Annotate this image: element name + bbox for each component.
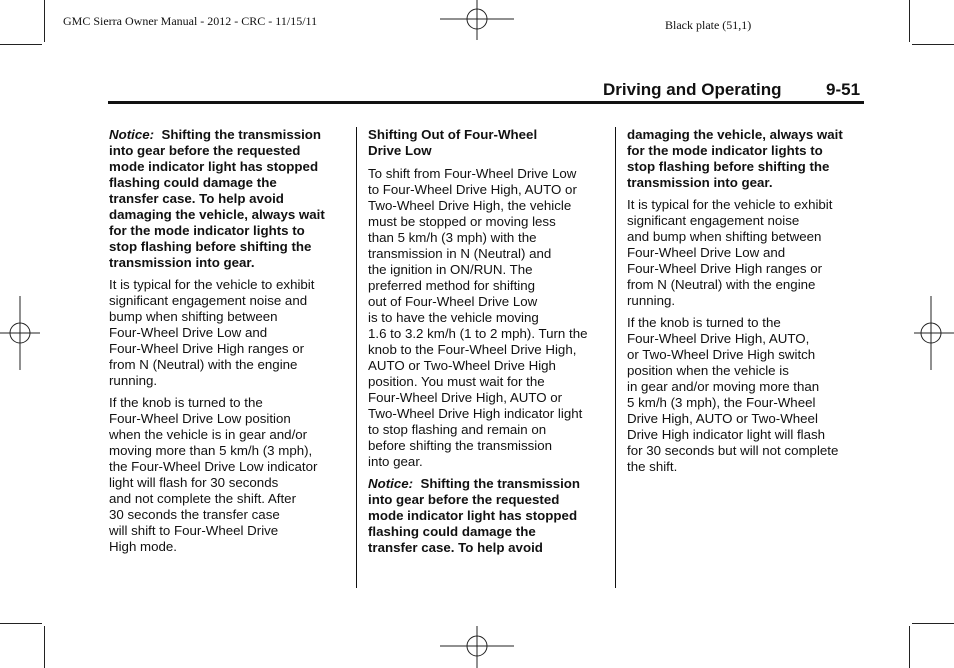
registration-mark-left — [0, 296, 44, 370]
column-divider-1 — [356, 127, 357, 588]
crop-mark-top-right-vertical — [909, 0, 910, 42]
column-divider-2 — [615, 127, 616, 588]
notice-label: Notice: — [109, 127, 155, 142]
crop-mark-top-left-vertical — [44, 0, 45, 42]
print-header-right: Black plate (51,1) — [665, 18, 752, 32]
paragraph-four-wheel-high: If the knob is turned to the Four-Wheel Drive High, AUTO, or Two-Wheel Drive High switch position when the vehicle is in gear and/or moving more than 5 km/h (3 mph), the Four-Wheel Drive High, AUTO or Two-Wheel Drive High indicator light will flash for 30 seconds but will not complete the shift. — [627, 315, 839, 474]
registration-mark-top — [440, 0, 514, 44]
header-rule — [108, 101, 864, 104]
crop-mark-bottom-left-horizontal — [0, 623, 42, 624]
crop-mark-bottom-right-horizontal — [912, 623, 954, 624]
registration-mark-bottom — [440, 626, 514, 668]
notice-block-continued: damaging the vehicle, always wait for the mode indicator lights to stop flashing before shifting the transmission into gear. — [627, 127, 843, 190]
column-2 — [368, 127, 608, 562]
column-1 — [109, 127, 349, 561]
paragraph-four-wheel-low: If the knob is turned to the Four-Wheel Drive Low position when the vehicle is in gear and/or moving more than 5 km/h (3 mph), the Four-Wheel Drive Low indicator light will flash for 30 seconds and not complete the shift. After 30 seconds the transfer case will shift to Four-Wheel Drive High mode. — [109, 395, 318, 554]
crop-mark-bottom-left-vertical — [44, 626, 45, 668]
subheading-shifting-out: Shifting Out of Four-Wheel Drive Low — [368, 127, 538, 158]
crop-mark-top-left-horizontal — [0, 44, 42, 45]
notice-block: Notice: Shifting the transmission into gear before the requested mode indicator light has stopped flashing could damage the transfer case. To help avoid — [368, 476, 581, 555]
paragraph-engagement-noise: It is typical for the vehicle to exhibit significant engagement noise and bump when shifting between Four-Wheel Drive Low and Four-Wheel Drive High ranges or from N (Neutral) with the engine running. — [109, 277, 315, 388]
column-3 — [627, 127, 867, 481]
section-title: Driving and Operating — [603, 80, 782, 99]
crop-mark-bottom-right-vertical — [909, 626, 910, 668]
paragraph-shift-procedure: To shift from Four-Wheel Drive Low to Four-Wheel Drive High, AUTO or Two-Wheel Drive High, the vehicle must be stopped or moving less than 5 km/h (3 mph) with the transmission in N (Neutral) and the ignition in ON/RUN. The preferred method for shifting out of Four-Wheel Drive Low is to have the vehicle moving 1.6 to 3.2 km/h (1 to 2 mph). Turn the knob to the Four-Wheel Drive High, AUTO or Two-Wheel Drive High position. You must wait for the Four-Wheel Drive High, AUTO or Two-Wheel Drive High indicator light to stop flashing and remain on before shifting the transmission into gear. — [368, 166, 588, 469]
crop-mark-top-right-horizontal — [912, 44, 954, 45]
registration-mark-right — [910, 296, 954, 370]
notice-block: Notice: Shifting the transmission into gear before the requested mode indicator light has stopped flashing could damage the transfer case. To help avoid damaging the vehicle, always wait for the mode indicator lights to stop flashing before shifting the transmission into gear. — [109, 127, 325, 270]
page-number: 9-51 — [826, 80, 861, 99]
print-header-left: GMC Sierra Owner Manual - 2012 - CRC - 11/15/11 — [63, 14, 318, 28]
paragraph-engagement-noise: It is typical for the vehicle to exhibit significant engagement noise and bump when shifting between Four-Wheel Drive Low and Four-Wheel Drive High ranges or from N (Neutral) with the engine running. — [627, 197, 833, 308]
notice-label: Notice: — [368, 476, 414, 491]
